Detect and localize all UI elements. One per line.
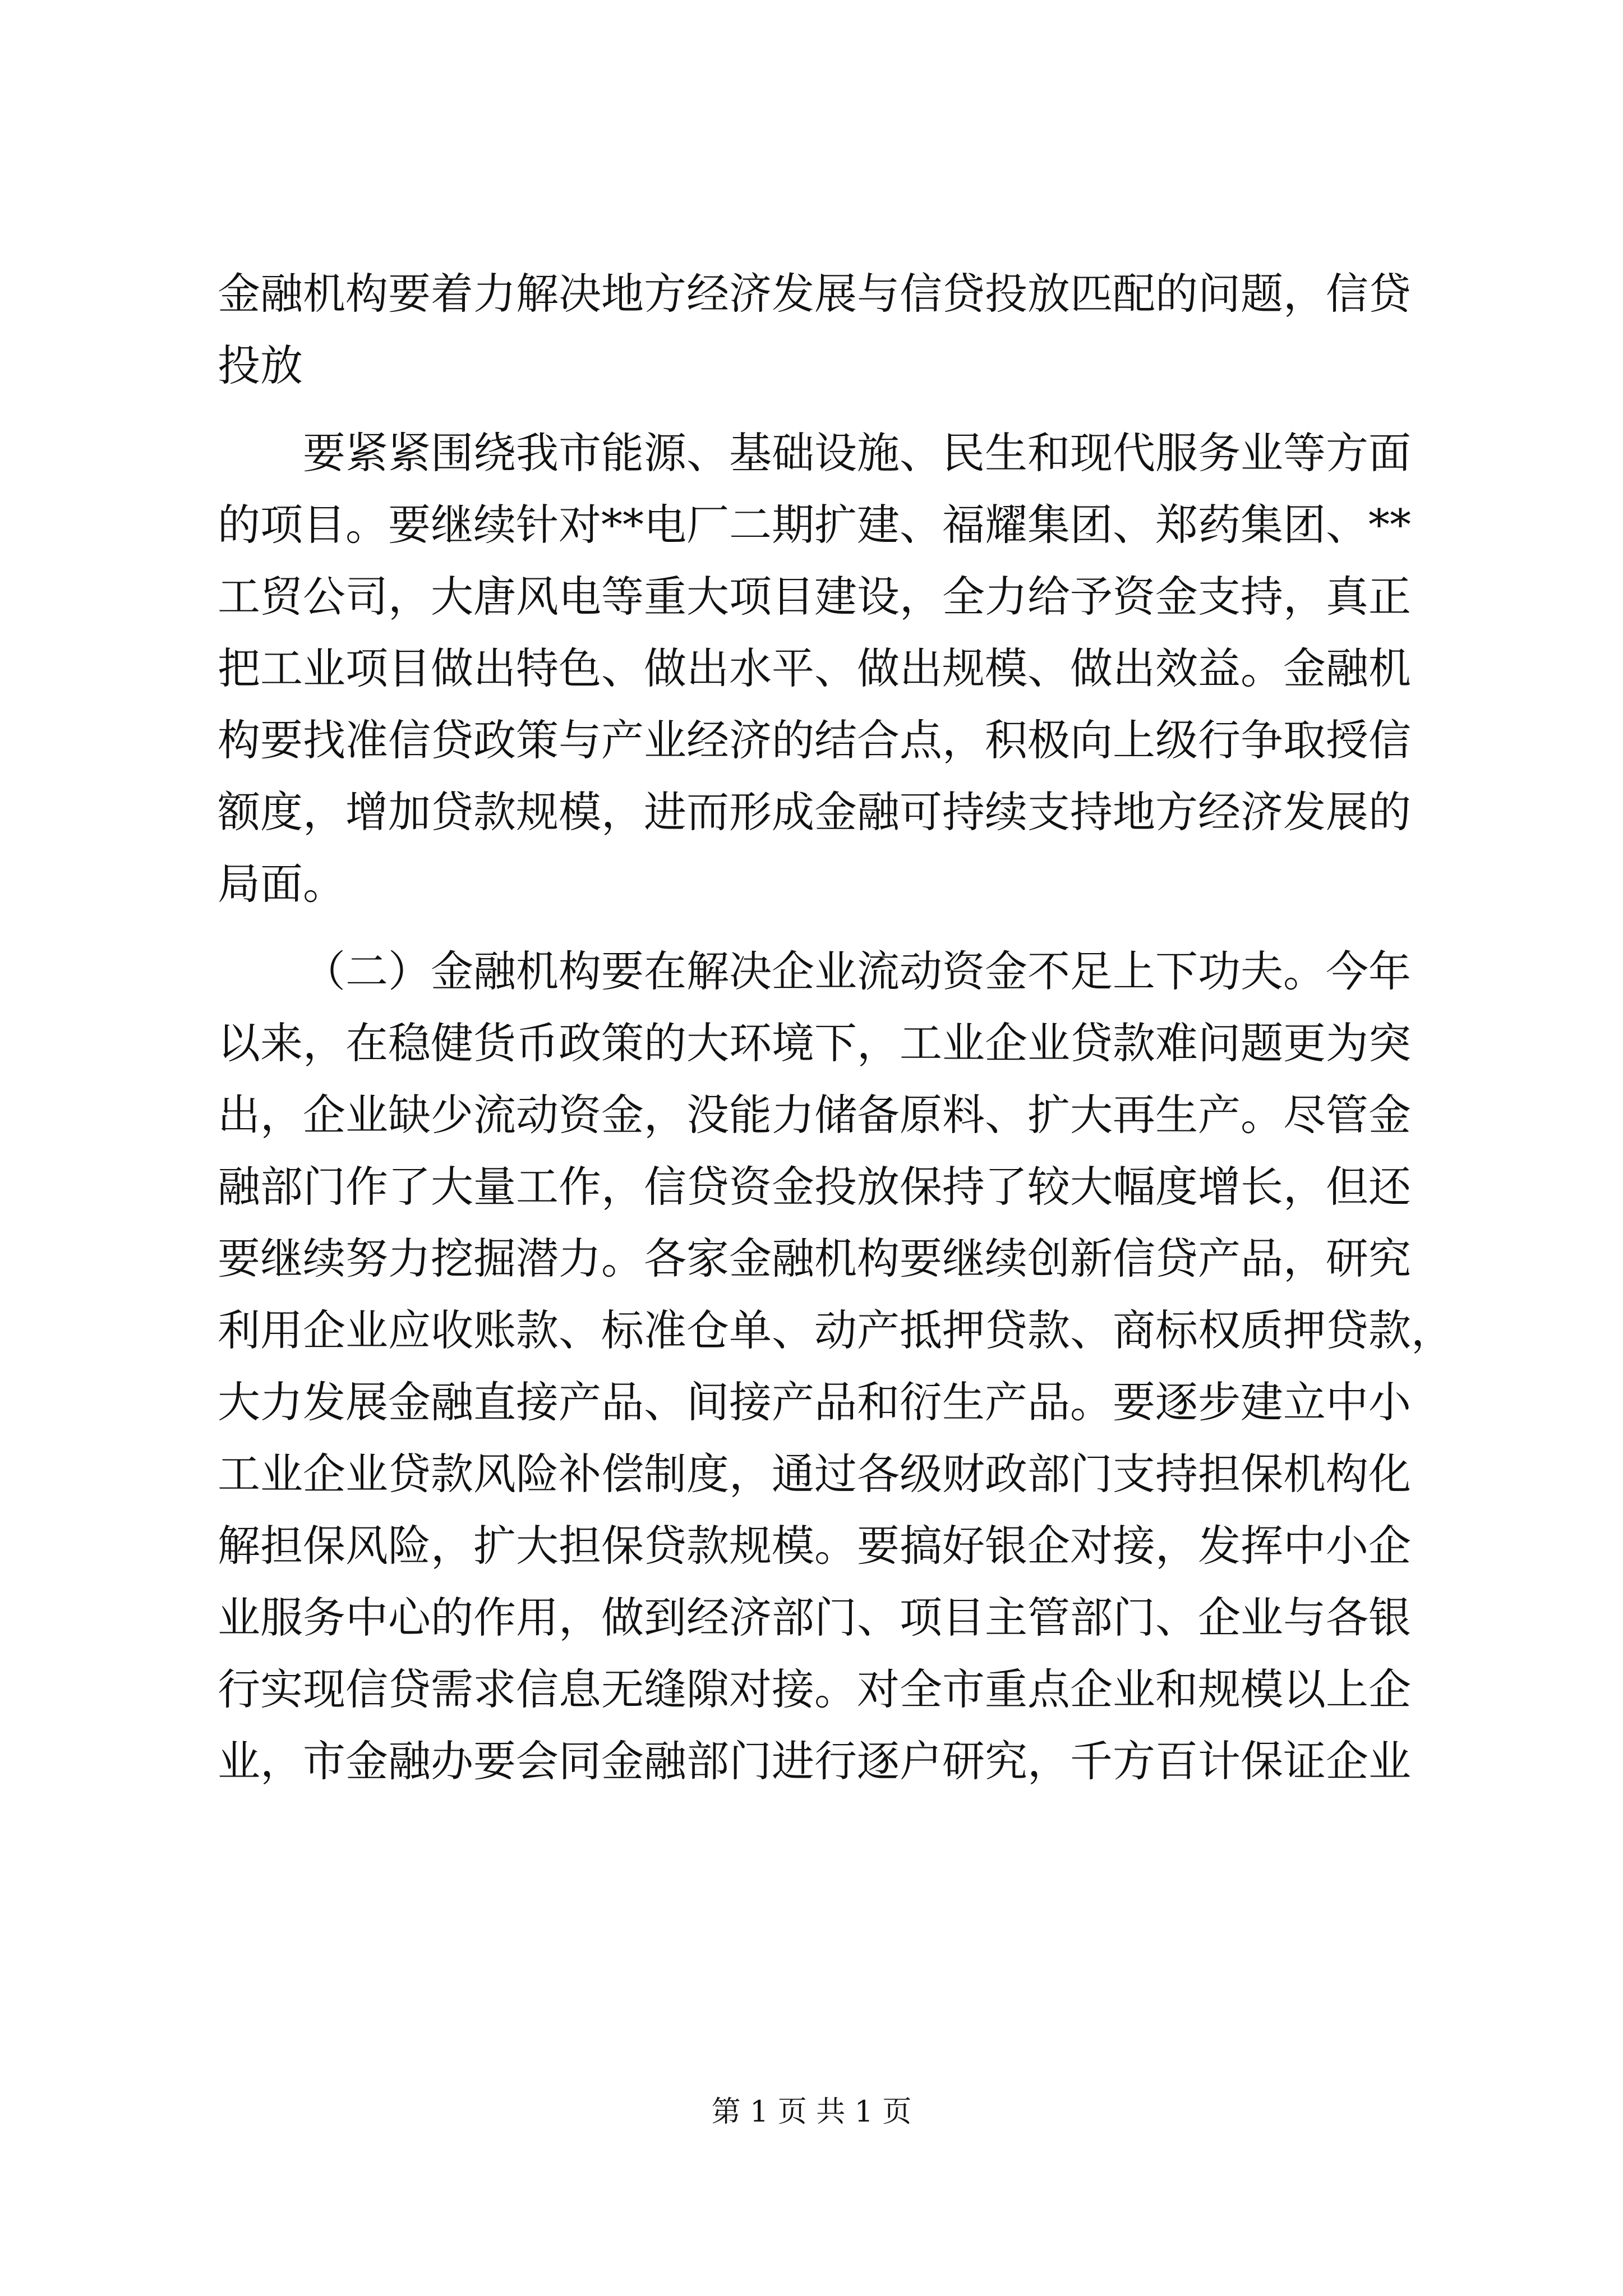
paragraph-3-line-11: 行实现信贷需求信息无缝隙对接。对全市重点企业和规模以上企 [218,1664,1411,1714]
paragraph-3-line-12: 业，市金融办要会同金融部门进行逐户研究，千方百计保证企业 [218,1736,1411,1786]
paragraph-3-line-2: 以来，在稳健货币政策的大环境下，工业企业贷款难问题更为突 [218,1018,1411,1068]
paragraph-3-line-10: 业服务中心的作用，做到经济部门、项目主管部门、企业与各银 [218,1593,1411,1642]
paragraph-2-line-3: 工贸公司，大唐风电等重大项目建设，全力给予资金支持，真正 [218,572,1411,622]
paragraph-3-line-9: 解担保风险，扩大担保贷款规模。要搞好银企对接，发挥中小企 [218,1521,1411,1571]
paragraph-3-line-8: 工业企业贷款风险补偿制度，通过各级财政部门支持担保机构化 [218,1449,1411,1499]
paragraph-2-line-2: 的项目。要继续针对**电厂二期扩建、福耀集团、郑药集团、** [218,500,1411,550]
paragraph-1-line-2: 投放 [218,341,303,390]
paragraph-3-line-7: 大力发展金融直接产品、间接产品和衍生产品。要逐步建立中小 [218,1377,1411,1427]
paragraph-3-line-1: （二）金融机构要在解决企业流动资金不足上下功夫。今年 [303,946,1411,996]
paragraph-2-line-1: 要紧紧围绕我市能源、基础设施、民生和现代服务业等方面 [303,428,1411,478]
paragraph-3-line-5: 要继续努力挖掘潜力。各家金融机构要继续创新信贷产品，研究 [218,1234,1411,1283]
paragraph-2-line-7: 局面。 [218,859,345,909]
paragraph-3-line-3: 出，企业缺少流动资金，没能力储备原料、扩大再生产。尽管金 [218,1090,1411,1140]
paragraph-2-line-4: 把工业项目做出特色、做出水平、做出规模、做出效益。金融机 [218,643,1411,693]
page-footer: 第 1 页 共 1 页 [711,2095,912,2129]
paragraph-1-line-1: 金融机构要着力解决地方经济发展与信贷投放匹配的问题，信贷 [218,269,1411,319]
document-body [218,258,1454,1797]
paragraph-3-line-4: 融部门作了大量工作，信贷资金投放保持了较大幅度增长，但还 [218,1162,1411,1212]
paragraph-2-line-5: 构要找准信贷政策与产业经济的结合点，积极向上级行争取授信 [218,715,1411,765]
paragraph-3-line-6: 利用企业应收账款、标准仓单、动产抵押贷款、商标权质押贷款， [218,1305,1454,1355]
paragraph-2-line-6: 额度，增加贷款规模，进而形成金融可持续支持地方经济发展的 [218,787,1411,837]
